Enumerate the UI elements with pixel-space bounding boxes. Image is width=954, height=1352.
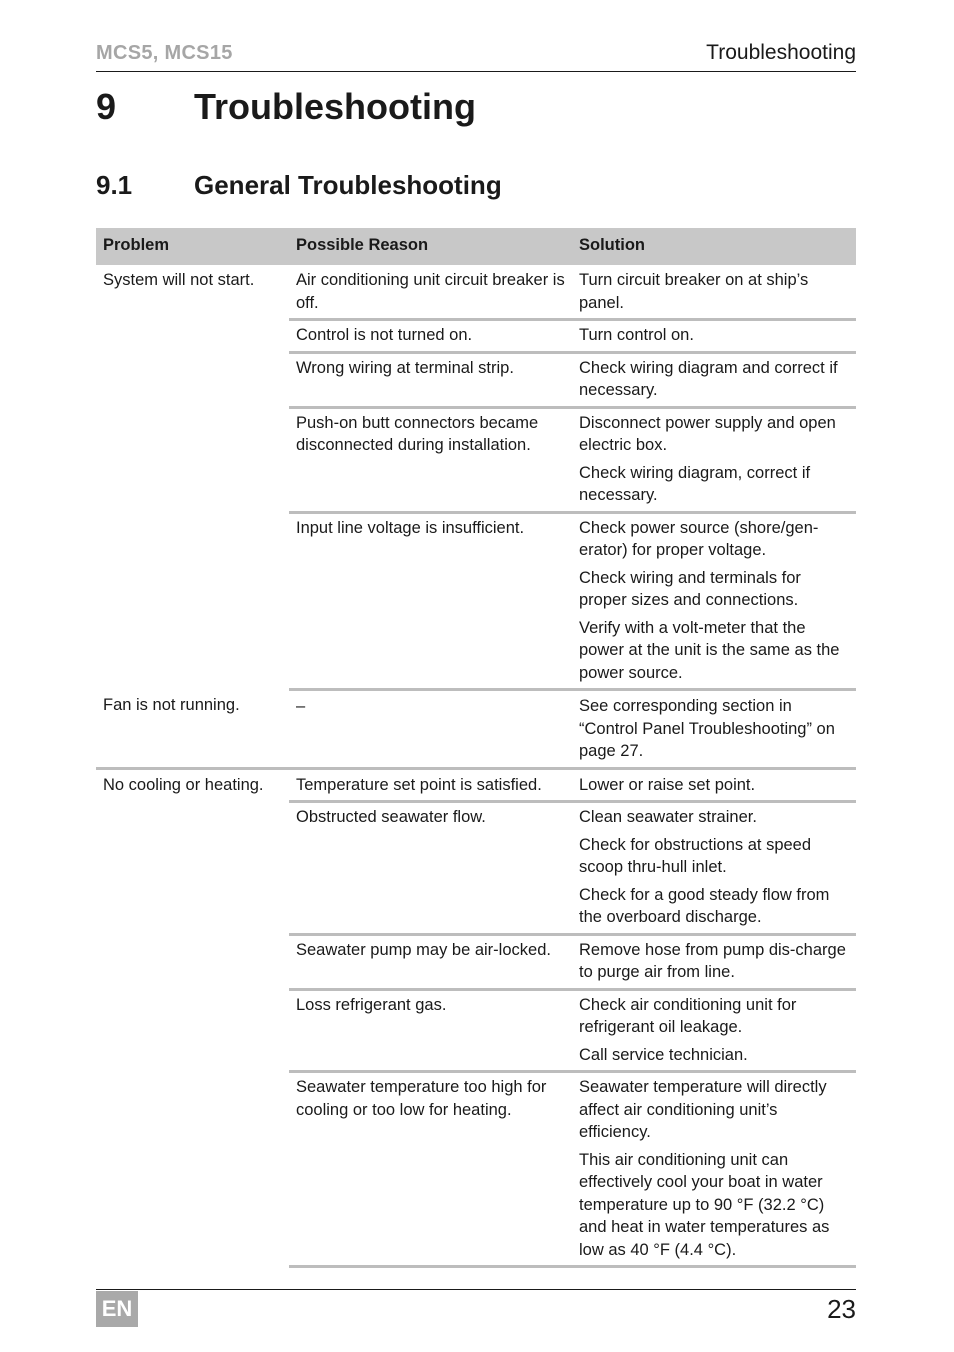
column-header-problem: Problem xyxy=(96,228,289,265)
solution-text: Turn circuit breaker on at ship’s panel. xyxy=(579,271,809,312)
solution-cell xyxy=(572,690,856,769)
solution-cell xyxy=(572,320,856,353)
reason-cell: Seawater pump may be air-locked. xyxy=(289,934,572,989)
header-divider xyxy=(96,71,856,72)
reason-cell: – xyxy=(289,690,572,769)
chapter-number: 9 xyxy=(96,86,117,127)
solution-text: Check air conditioning unit for refrigerant oil leakage. xyxy=(579,995,797,1036)
solution-text: Call service technician. xyxy=(579,1045,748,1064)
solution-cell xyxy=(572,802,856,935)
solution-text: Check wiring diagram and correct if necessary. xyxy=(579,358,838,399)
solution-text: Check for obstructions at speed scoop thru-hull inlet. xyxy=(579,835,812,876)
solution-text: Remove hose from pump dis-charge to purge air from line. xyxy=(579,940,846,981)
solution-text: Turn control on. xyxy=(579,326,694,344)
reason-cell: Input line voltage is insufficient. xyxy=(289,512,572,690)
column-header-reason: Possible Reason xyxy=(289,228,572,265)
table-body xyxy=(96,265,856,1267)
reason-cell: Loss refrigerant gas. xyxy=(289,989,572,1072)
footer-divider xyxy=(96,1289,856,1290)
solution-text: Check for a good steady flow from the overboard discharge. xyxy=(579,885,830,926)
solution-text: Lower or raise set point. xyxy=(579,775,756,794)
solution-cell xyxy=(572,265,856,320)
solution-text: Seawater temperature will directly affect air conditioning unit’s efficiency. xyxy=(579,1078,827,1141)
table-row xyxy=(96,265,856,320)
solution-cell xyxy=(572,407,856,512)
chapter-title: Troubleshooting xyxy=(194,86,476,127)
solution-cell xyxy=(572,352,856,407)
reason-cell: Seawater temperature too high for cooling or too low for heating. xyxy=(289,1072,572,1267)
solution-cell xyxy=(572,1072,856,1267)
page-number: 23 xyxy=(827,1294,856,1324)
solution-text: Check wiring diagram, correct if necessary. xyxy=(579,463,811,504)
reason-cell: Push-on butt connectors became disconnected during installation. xyxy=(289,407,572,512)
solution-text: Check wiring and terminals for proper sizes and connections. xyxy=(579,568,801,609)
solution-text: See corresponding section in “Control Panel Troubleshooting” on page 27. xyxy=(579,697,835,760)
reason-cell: Control is not turned on. xyxy=(289,320,572,353)
solution-text: Check power source (shore/gen-erator) for proper voltage. xyxy=(579,518,819,559)
troubleshooting-table xyxy=(96,228,856,1268)
model-label: MCS5, MCS15 xyxy=(96,42,233,64)
problem-cell: Fan is not running. xyxy=(96,690,289,769)
solution-text: This air conditioning unit can effectively cool your boat in water temperature up to 90 °F (32.2 °C) and heat in water temperatures as low as 40 °F (4.4 °C). xyxy=(579,1150,830,1259)
solution-text: Disconnect power supply and open electric box. xyxy=(579,413,836,454)
section-title: General Troubleshooting xyxy=(194,170,502,200)
reason-cell: Obstructed seawater flow. xyxy=(289,802,572,935)
solution-text: Verify with a volt-meter that the power at the unit is the same as the power source. xyxy=(579,618,840,682)
language-badge: EN xyxy=(96,1291,138,1327)
problem-cell: System will not start. xyxy=(103,271,255,289)
running-header-section: Troubleshooting xyxy=(706,41,856,64)
reason-cell: Air conditioning unit circuit breaker is off. xyxy=(289,265,572,320)
solution-cell xyxy=(572,768,856,802)
solution-text: Clean seawater strainer. xyxy=(579,808,757,826)
table-row xyxy=(96,690,856,769)
section-number: 9.1 xyxy=(96,170,133,200)
reason-cell: Wrong wiring at terminal strip. xyxy=(289,352,572,407)
reason-cell: Temperature set point is satisfied. xyxy=(289,768,572,802)
table-header-row xyxy=(96,228,856,265)
solution-cell xyxy=(572,934,856,989)
column-header-solution: Solution xyxy=(572,228,856,265)
solution-cell xyxy=(572,989,856,1072)
solution-cell xyxy=(572,512,856,690)
table-row xyxy=(96,768,856,802)
problem-cell: No cooling or heating. xyxy=(103,775,264,794)
